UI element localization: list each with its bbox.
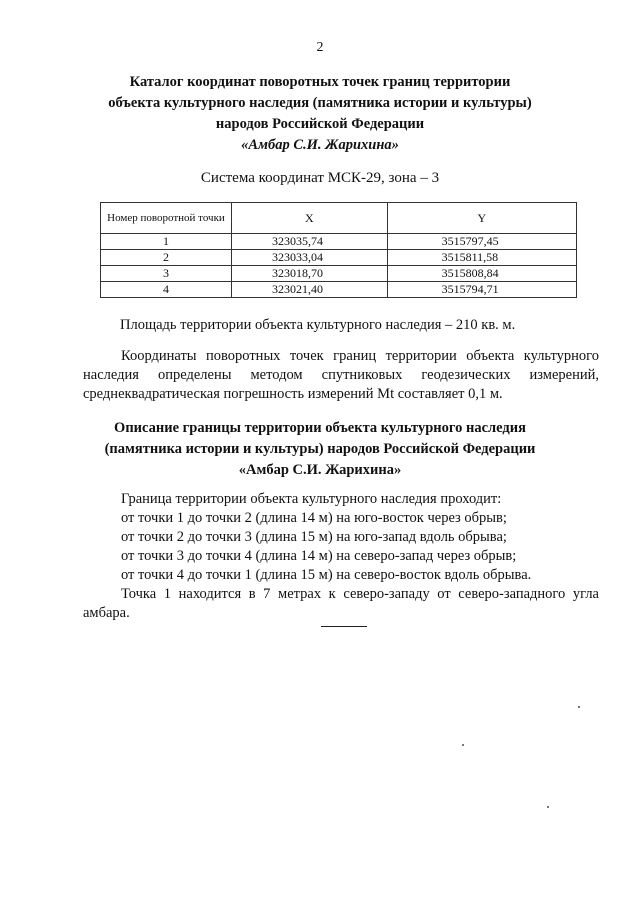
description-title bbox=[60, 418, 580, 481]
y-coordinate-cell: 3515808,84 bbox=[387, 266, 576, 282]
column-header-point-number: Номер поворотной точки bbox=[101, 203, 232, 234]
end-rule bbox=[321, 626, 367, 627]
catalog-title-line: народов Российской Федерации bbox=[215, 116, 425, 132]
scan-speck bbox=[578, 706, 580, 708]
x-coordinate-cell: 323033,04 bbox=[232, 250, 388, 266]
catalog-title-line: объекта культурного наследия (памятника истории и культуры) bbox=[108, 95, 532, 111]
point-number-cell: 1 bbox=[101, 234, 232, 250]
coordinate-system: Система координат МСК-29, зона – 3 bbox=[200, 170, 440, 186]
y-coordinate-cell: 3515794,71 bbox=[387, 282, 576, 298]
table-row bbox=[101, 266, 577, 282]
x-coordinate-cell: 323018,70 bbox=[232, 266, 388, 282]
page-number: 2 bbox=[316, 40, 324, 55]
boundary-segment: от точки 3 до точки 4 (длина 14 м) на северо-запад через обрыв; bbox=[121, 548, 517, 564]
area-statement: Площадь территории объекта культурного наследия – 210 кв. м. bbox=[120, 317, 516, 333]
y-coordinate-cell: 3515811,58 bbox=[387, 250, 576, 266]
description-title-line: Описание границы территории объекта культурного наследия bbox=[114, 420, 526, 436]
boundary-description bbox=[83, 490, 599, 623]
catalog-title bbox=[60, 72, 580, 156]
table-row bbox=[101, 250, 577, 266]
boundary-segment: от точки 4 до точки 1 (длина 15 м) на северо-восток вдоль обрыва. bbox=[121, 567, 532, 583]
x-coordinate-cell: 323035,74 bbox=[232, 234, 388, 250]
point-number-cell: 3 bbox=[101, 266, 232, 282]
coordinates-table bbox=[100, 202, 577, 298]
boundary-segment: от точки 1 до точки 2 (длина 14 м) на юго-восток через обрыв; bbox=[121, 510, 507, 526]
column-header-y: Y bbox=[387, 203, 576, 234]
point-number-cell: 2 bbox=[101, 250, 232, 266]
boundary-segment: от точки 2 до точки 3 (длина 15 м) на юго-запад вдоль обрыва; bbox=[121, 529, 507, 545]
scan-speck bbox=[547, 806, 549, 808]
object-name: «Амбар С.И. Жарихина» bbox=[241, 137, 399, 153]
accuracy-paragraph: Координаты поворотных точек границ территории объекта культурного наследия определены методом спутниковых геодезических измерений, среднеквадратическая погрешность измерений Mt составляет 0,1 м. bbox=[83, 348, 599, 402]
description-title-line: (памятника истории и культуры) народов Российской Федерации bbox=[104, 441, 536, 457]
x-coordinate-cell: 323021,40 bbox=[232, 282, 388, 298]
description-intro: Граница территории объекта культурного наследия проходит: bbox=[121, 491, 502, 507]
catalog-title-line: Каталог координат поворотных точек границ территории bbox=[129, 74, 511, 90]
column-header-x: X bbox=[232, 203, 388, 234]
reference-note: Точка 1 находится в 7 метрах к северо-западу от северо-западного угла амбара. bbox=[83, 586, 599, 621]
table-row bbox=[101, 282, 577, 298]
accuracy-statement bbox=[83, 347, 599, 404]
table-header-row bbox=[101, 203, 577, 234]
point-number-cell: 4 bbox=[101, 282, 232, 298]
y-coordinate-cell: 3515797,45 bbox=[387, 234, 576, 250]
table-row bbox=[101, 234, 577, 250]
scan-speck bbox=[462, 744, 464, 746]
object-name: «Амбар С.И. Жарихина» bbox=[238, 462, 402, 478]
